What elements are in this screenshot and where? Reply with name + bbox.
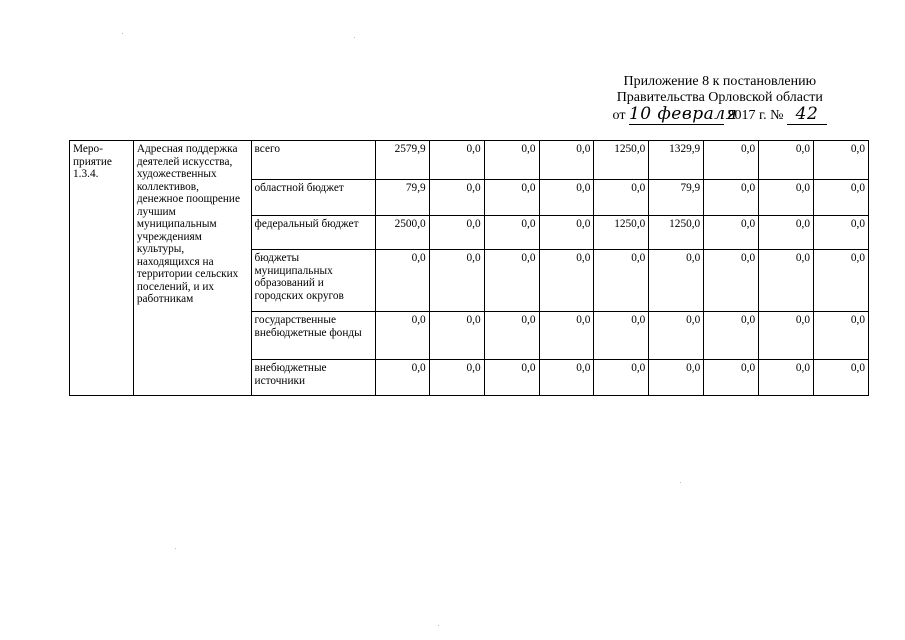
value-cell: 0,0 xyxy=(594,180,649,216)
value-cell: 0,0 xyxy=(759,312,814,360)
value-cell: 1329,9 xyxy=(649,141,704,180)
value-cell: 0,0 xyxy=(814,360,869,396)
event-id-cell: Меро-приятие 1.3.4. xyxy=(70,141,134,396)
handwritten-number: 42 xyxy=(795,104,819,124)
scan-speck xyxy=(122,33,123,34)
source-cell: бюджеты муниципальных образований и городских округов xyxy=(251,250,375,312)
header-line-1: Приложение 8 к постановлению xyxy=(623,74,817,89)
value-cell: 0,0 xyxy=(594,312,649,360)
header-ot: от xyxy=(612,108,626,123)
value-cell: 0,0 xyxy=(375,250,429,312)
value-cell: 0,0 xyxy=(814,312,869,360)
value-cell: 0,0 xyxy=(539,250,594,312)
date-field xyxy=(628,104,738,125)
value-cell: 0,0 xyxy=(429,141,484,180)
value-cell: 0,0 xyxy=(429,180,484,216)
value-cell: 0,0 xyxy=(429,250,484,312)
source-cell: федеральный бюджет xyxy=(251,216,375,250)
value-cell: 2579,9 xyxy=(375,141,429,180)
value-cell: 0,0 xyxy=(704,312,759,360)
value-cell: 0,0 xyxy=(594,360,649,396)
table-row xyxy=(70,141,869,180)
value-cell: 0,0 xyxy=(704,180,759,216)
scan-speck xyxy=(175,548,176,549)
value-cell: 2500,0 xyxy=(375,216,429,250)
value-cell: 0,0 xyxy=(704,141,759,180)
value-cell: 1250,0 xyxy=(594,216,649,250)
value-cell: 0,0 xyxy=(375,360,429,396)
document-header xyxy=(613,74,827,125)
value-cell: 1250,0 xyxy=(649,216,704,250)
value-cell: 79,9 xyxy=(375,180,429,216)
source-cell: государственные внебюджетные фонды xyxy=(251,312,375,360)
value-cell: 0,0 xyxy=(759,250,814,312)
source-cell: областной бюджет xyxy=(251,180,375,216)
value-cell: 0,0 xyxy=(704,216,759,250)
value-cell: 0,0 xyxy=(649,360,704,396)
value-cell: 0,0 xyxy=(539,141,594,180)
value-cell: 0,0 xyxy=(429,216,484,250)
value-cell: 0,0 xyxy=(484,141,539,180)
value-cell: 0,0 xyxy=(484,250,539,312)
scan-speck xyxy=(438,625,439,626)
header-line-3 xyxy=(613,106,827,125)
value-cell: 0,0 xyxy=(484,312,539,360)
source-cell: всего xyxy=(251,141,375,180)
value-cell: 0,0 xyxy=(484,180,539,216)
value-cell: 0,0 xyxy=(759,216,814,250)
value-cell: 0,0 xyxy=(649,250,704,312)
value-cell: 0,0 xyxy=(704,250,759,312)
value-cell: 0,0 xyxy=(484,360,539,396)
header-year: 2017 г. № xyxy=(727,108,784,123)
value-cell: 0,0 xyxy=(814,180,869,216)
value-cell: 0,0 xyxy=(759,141,814,180)
value-cell: 0,0 xyxy=(539,360,594,396)
value-cell: 0,0 xyxy=(759,360,814,396)
value-cell: 0,0 xyxy=(594,250,649,312)
scan-speck xyxy=(354,37,355,38)
value-cell: 79,9 xyxy=(649,180,704,216)
value-cell: 0,0 xyxy=(539,312,594,360)
value-cell: 0,0 xyxy=(484,216,539,250)
value-cell: 0,0 xyxy=(429,312,484,360)
scan-speck xyxy=(680,482,681,483)
event-description-cell: Адресная поддержка деятелей искусства, художественных коллективов, денежное поощрение лучшим муниципальным учреждениям культуры, находящихся на территории сельских поселений, и их работникам xyxy=(133,141,251,396)
value-cell: 0,0 xyxy=(539,216,594,250)
value-cell: 0,0 xyxy=(814,250,869,312)
value-cell: 1250,0 xyxy=(594,141,649,180)
value-cell: 0,0 xyxy=(539,180,594,216)
value-cell: 0,0 xyxy=(759,180,814,216)
header-line-2: Правительства Орловской области xyxy=(616,90,823,105)
source-cell: внебюджетные источники xyxy=(251,360,375,396)
funding-table xyxy=(69,140,869,396)
value-cell: 0,0 xyxy=(704,360,759,396)
value-cell: 0,0 xyxy=(814,141,869,180)
value-cell: 0,0 xyxy=(649,312,704,360)
value-cell: 0,0 xyxy=(429,360,484,396)
number-field xyxy=(787,106,827,125)
value-cell: 0,0 xyxy=(375,312,429,360)
handwritten-date: 10 февраля xyxy=(628,104,738,124)
value-cell: 0,0 xyxy=(814,216,869,250)
